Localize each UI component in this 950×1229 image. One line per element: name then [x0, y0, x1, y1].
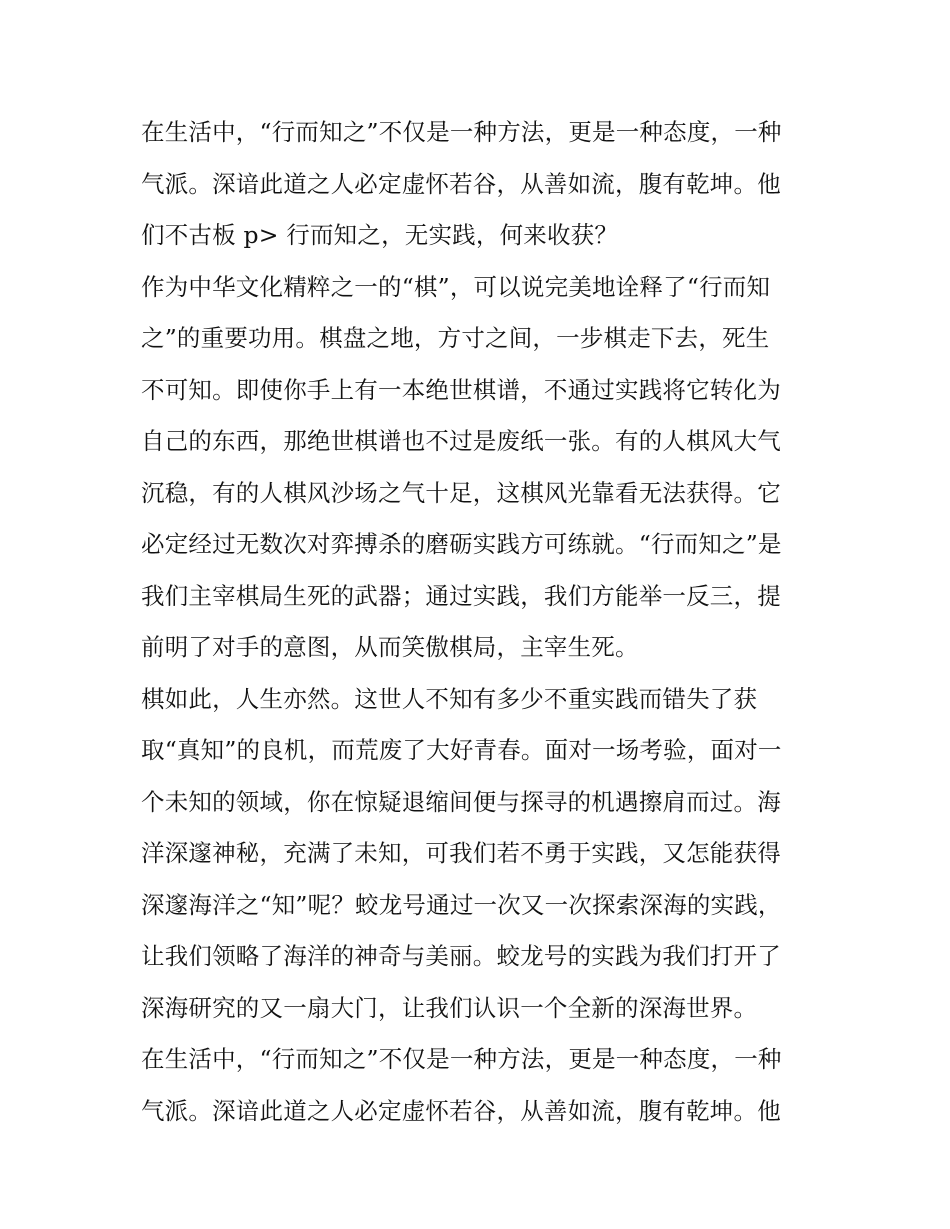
text-line: 前明了对手的意图，从而笑傲棋局，主宰生死。: [141, 633, 639, 661]
text-line: 气派。深谙此道之人必定虚怀若谷，从善如流，腹有乾坤。他: [141, 169, 781, 198]
text-line: 在生活中，“行而知之”不仅是一种方法，更是一种态度，一种: [141, 118, 782, 146]
text-line: 气派。深谙此道之人必定虚怀若谷，从善如流，腹有乾坤。他: [141, 1096, 781, 1125]
text-line: 作为中华文化精粹之一的“棋”，可以说完美地诠释了“行而知: [141, 272, 771, 301]
text-line: 沉稳，有的人棋风沙场之气十足，这棋风光靠看无法获得。它: [141, 478, 781, 507]
text-line: 之”的重要功用。棋盘之地，方寸之间，一步棋走下去，死生: [141, 324, 770, 352]
text-line: 不可知。即使你手上有一本绝世棋谱，不通过实践将它转化为: [141, 375, 781, 404]
text-line: 自己的东西，那绝世棋谱也不过是废纸一张。有的人棋风大气: [141, 427, 781, 455]
text-line: 棋如此，人生亦然。这世人不知有多少不重实践而错失了获: [141, 684, 758, 713]
essay-text: [141, 107, 821, 1137]
text-line: 取“真知”的良机，而荒废了大好青春。面对一场考验，面对一: [141, 736, 782, 764]
text-line: 个未知的领域，你在惊疑退缩间便与探寻的机遇擦肩而过。海: [141, 787, 781, 816]
text-line: 深邃海洋之“知”呢？蛟龙号通过一次又一次探索深海的实践，: [141, 890, 782, 919]
text-line: 们不古板 p> 行而知之，无实践，何来收获？: [141, 221, 619, 249]
text-line: 洋深邃神秘，充满了未知，可我们若不勇于实践，又怎能获得: [141, 839, 781, 867]
text-line: 深海研究的又一扇大门，让我们认识一个全新的深海世界。: [141, 993, 758, 1022]
text-line: 我们主宰棋局生死的武器；通过实践，我们方能举一反三，提: [141, 581, 781, 610]
text-line: 必定经过无数次对弈搏杀的磨砺实践方可练就。“行而知之”是: [141, 530, 782, 558]
text-line: 在生活中，“行而知之”不仅是一种方法，更是一种态度，一种: [141, 1045, 782, 1073]
text-line: 让我们领略了海洋的神奇与美丽。蛟龙号的实践为我们打开了: [141, 942, 781, 970]
